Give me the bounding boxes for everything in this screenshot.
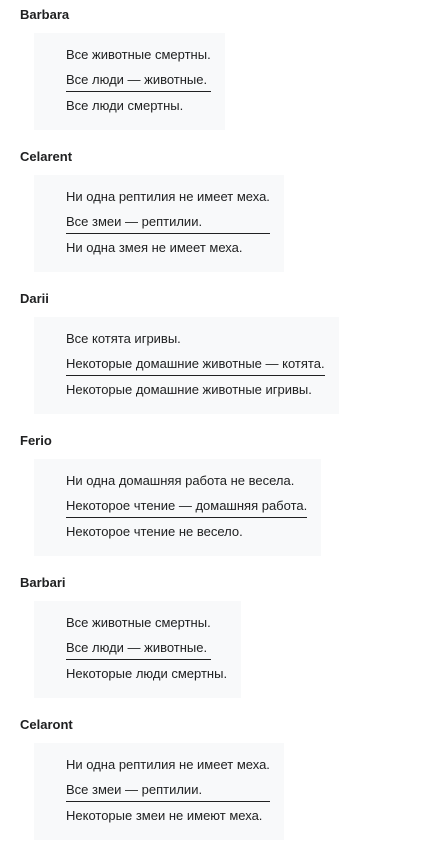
- syllogism-box: [34, 317, 339, 414]
- major-premise: Ни одна рептилия не имеет меха.: [66, 189, 270, 204]
- syllogism-box: [34, 459, 321, 556]
- premises: [66, 473, 307, 518]
- syllogism-section-celaront: [0, 710, 441, 852]
- minor-premise: Все змеи — рептилии.: [66, 782, 270, 802]
- syllogism-box: [34, 743, 284, 840]
- major-premise: Все животные смертны.: [66, 615, 211, 630]
- syllogism-section-ferio: [0, 426, 441, 568]
- section-title: Celarent: [20, 149, 73, 164]
- premises: [66, 189, 270, 234]
- section-title: Celaront: [20, 717, 73, 732]
- syllogism-section-barbari: [0, 568, 441, 710]
- conclusion: Некоторые люди смертны.: [66, 666, 228, 681]
- premises: [66, 757, 270, 802]
- minor-premise: Некоторое чтение — домашняя работа.: [66, 498, 307, 518]
- minor-premise: Все змеи — рептилии.: [66, 214, 270, 234]
- section-title: Ferio: [20, 433, 52, 448]
- minor-premise: Некоторые домашние животные — котята.: [66, 356, 325, 376]
- premises: [66, 47, 211, 92]
- minor-premise: Все люди — животные.: [66, 640, 211, 660]
- syllogism-box: [34, 33, 225, 130]
- premises: [66, 331, 325, 376]
- syllogism-box: [34, 601, 241, 698]
- conclusion: Некоторые домашние животные игривы.: [66, 382, 312, 397]
- minor-premise: Все люди — животные.: [66, 72, 211, 92]
- conclusion: Некоторое чтение не весело.: [66, 524, 243, 539]
- major-premise: Ни одна домашняя работа не весела.: [66, 473, 295, 488]
- premises: [66, 615, 211, 660]
- conclusion: Ни одна змея не имеет меха.: [66, 240, 243, 255]
- section-title: Barbara: [20, 7, 70, 22]
- syllogism-section-barbara: [0, 0, 441, 142]
- conclusion: Все люди смертны.: [66, 98, 184, 113]
- conclusion: Некоторые змеи не имеют меха.: [66, 808, 263, 823]
- section-title: Darii: [20, 291, 49, 306]
- major-premise: Все животные смертны.: [66, 47, 211, 62]
- major-premise: Ни одна рептилия не имеет меха.: [66, 757, 270, 772]
- syllogism-section-darii: [0, 284, 441, 426]
- major-premise: Все котята игривы.: [66, 331, 181, 346]
- syllogism-section-celarent: [0, 142, 441, 284]
- section-title: Barbari: [20, 575, 66, 590]
- syllogism-box: [34, 175, 284, 272]
